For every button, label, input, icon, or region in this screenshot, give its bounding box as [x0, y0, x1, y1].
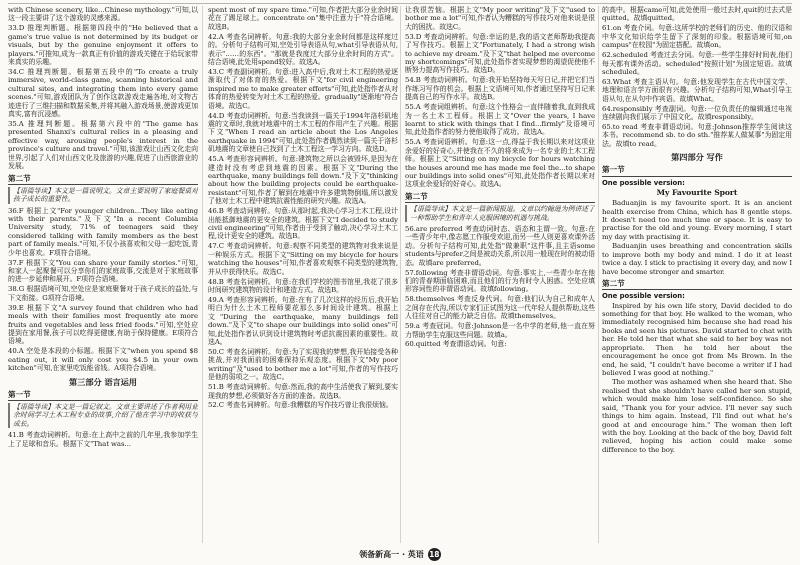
- section-label: 第二节: [602, 279, 792, 290]
- part-heading: 第三部分 语言运用: [69, 376, 137, 387]
- answer-paragraph: 52.C 考查名词辨析。句意:我糟糕的写作技巧曾让我很烦恼。: [208, 401, 393, 410]
- answer-paragraph: 42.A 考查名词辨析。句意:我的大部分业余时间都是这样度过的。分析句子结构可知,空处引导表语从句,what引导表语从句,表示"……的东西"。"那就是我度过大部分业余时间的方式"。结合语境,此处用spend较好。故选A。: [208, 32, 398, 67]
- answer-paragraph: 40.A 空处是本段的小标题。根据下文"when you spend $8 eating out, it will only cost you $4.5 in your own kitchen"可知,在家里吃饭能省钱。A项符合语境。: [8, 347, 198, 373]
- answer-paragraph: 65.to read 考查非谓语动词。句意:Johnson推荐学生阅读这本书。recommend sb. to do sth."推荐某人做某事"为固定用法。故填to read。: [602, 122, 792, 148]
- answer-paragraph: 53.D 考查动词辨析。句意:幸运的是,我的语文老师帮助我提高了写作技巧。根据上文"Fortunately, I had a strong wish to achieve my dream."及下文"that helped me overcome my shortcomings"可知,此处指作者实现梦想的渴望促使他不断努力提高写作技巧。故选D。: [405, 32, 595, 75]
- column-divider: [202, 6, 203, 543]
- column-1: [8, 6, 198, 543]
- answer-paragraph: 57.following 考查非谓语动词。句意:事实上,一些青少年在他们的青春期面临困难,而且他们的行为有时令人困惑。空处应填形容词性的非谓语动词。故填following。: [405, 268, 595, 294]
- footer-title: 领备新高一 · 英语: [359, 549, 424, 559]
- section-label: 第二节: [405, 192, 595, 203]
- answer-paragraph: 49.A 考查形容词辨析。句意:在有了几次这样的经历后,我开始明白为什么土木工程师要花那么多时间设计建筑。根据上文"During the earthquake, many buildings fell down."及下文"to shape our buildings into solid ones"可知,此处指作者认识到设计建筑物时考虑抗震因素的重要性。故选A。: [208, 295, 398, 347]
- answer-paragraph: 51.B 考查动词辨析。句意:然而,我的高中生活使我了解到,要实现我的梦想,必须做好各方面的准备。故选B。: [208, 383, 398, 400]
- top-rule: [8, 3, 792, 4]
- page-number: 18: [429, 549, 440, 559]
- answer-paragraph: 34.C 推理判断题。根据第五段中的"To create a truly immersive, world-class game, scanning historical and cultural sites, and integrating them into every game scenes."可知,游戏团队为了创作这款游戏走遍各地,对文物古迹进行了三维扫描和数据采集,并将其融入游戏场景,使游戏更加真实,富有沉浸感。: [8, 67, 198, 119]
- essay-paragraph: Baduanjin is my favourite sport. It is an ancient health exercise from China, which has 8 gentle steps. It doesn't need too much time or space. It is easy to practise for the old and young. Every morning, I start my day with practising it.: [602, 199, 792, 241]
- passage-guide: 【语篇导读】本文是一篇说明文。文章主要说明了家庭餐桌对孩子成长的重要性。: [8, 187, 198, 204]
- answer-paragraph: 43.C 考查副词辨析。句意:进入高中后,我对土木工程的热爱逐渐取代了对体育的热爱。根据下文"for civil engineering inspired me to make greater efforts"可知,此处指作者从对体育的热爱转变为对土木工程的热爱。gradually"逐渐地"符合语境。故选C。: [208, 67, 398, 110]
- column-3: [405, 6, 595, 543]
- column-divider: [400, 6, 401, 543]
- answer-paragraph: 50.C 考查名词辨析。句意:为了实现我的梦想,我开始接受各种挑战,并对我面前的困难保持乐观态度。根据下文"My poor writing"及"used to bother me a lot"可知,作者的写作技巧是他的弱项之一。故选C。: [208, 347, 398, 382]
- column-4: [602, 6, 792, 543]
- passage-guide: 【语篇导读】本文是一篇记叙文。文章主要讲述了作者利用业余时间学习土木工程专业的故事,介绍了他在学习中的收获与成长。: [8, 403, 198, 428]
- answer-paragraph: 44.D 考查动词辨析。句意:当我读到一篇关于1994年洛杉矶地震的文章时,我就对地震中的土木工程的作用产生了兴趣。根据下文"When I read an article about the Los Angeles earthquake in 1994"可知,此处指作者偶然读到一篇关于洛杉矶地震的文章使自己找到了土木工程这一学习方向。故选D。: [208, 111, 398, 154]
- answer-paragraph: 62.scheduled 考查过去分词。句意:一些学生排好时间表,他们每天都有课外活动。scheduled"按照计划"为固定短语。故填scheduled。: [602, 51, 792, 76]
- essay-paragraph: Inspired by his own life story, David decided to do something for that boy. He walked to the woman, who immediately recognised him because she had read his books and seen his pictures. David started to chat with her. He told her that what she said to her boy was not appropriate. Then he told her about the encouragement he once got from Ms Brown. In the end, he said, "I couldn't have become a writer if I had believed I was good at nothing.": [602, 301, 792, 378]
- answer-paragraph: 46.B 考查动词辨析。句意:从那时起,我决心学习土木工程,设计出能抵御地震的更安全的建筑。根据下文"I decided to study civil engineering"可知,作者由于受到了触动,决心学习土木工程,设计更安全的建筑。故选B。: [208, 207, 398, 241]
- answer-paragraph: 56.are preferred 考查动词时态、语态和主谓一致。句意:在一些青少年中,像志愿工作服受欢迎,而另一些人则更喜欢课外活动。分析句子结构可知,此处指"做兼职"这件事,且主语some students与prefer之间是被动关系,所以用一般现在时的被动语态。故填are preferred。: [405, 224, 595, 267]
- answer-paragraph: 55.A 考查词语辨析。句意:这一点,得益于我长期以来对这项业余爱好的好奇心,并使我在不久的将来成为一名专业的土木工程师。根据上文"Sitting on my bicycle for hours watching the houses around me has made me feel the...to shape our buildings into solid ones"可知,此处指作者长期以来对这项业余爱好的好奇心。故选A。: [405, 138, 595, 189]
- section-label: 第一节: [8, 390, 198, 401]
- essay-paragraph: The mother was ashamed when she heard that. She realised that she shouldn't have called her son stupid, which would make him lose self-confidence. So she said, "Thank you for your advice. I'll never say such things to him again. Instead, I'll find out what he's good at and encourage him." The woman then left with the boy. Looking at the back of the boy, David felt relieved, hoping his action could make some difference to the boy.: [602, 378, 792, 454]
- answer-paragraph: 60.quitted 考查谓语动词。句意:: [405, 340, 507, 349]
- answer-paragraph: 45.A 考查形容词辨析。句意:建筑物之所以会被毁坏,是因为在建造时没有考虑到地震的因素。根据下文"During the earthquake, many buildings fell down."及下文"thinking about how the building projects could be earthquake-resistant"可知,作者了解到在地震中许多建筑物倒塌,所以激发了他对土木工程中建筑抗震性能的研究兴趣。故选A。: [208, 155, 398, 206]
- column-2: [208, 6, 398, 543]
- page-footer: [0, 547, 800, 561]
- answer-paragraph: 55.A 考查词组辨析。句意:这个性格会一直伴随着我,直到我成为一名土木工程师。根据上文"Over the years, I have learnt to stick with things that I find...firmly"及语境可知,此处指作者的努力使他取得了成功。故选A。: [405, 103, 595, 137]
- answer-paragraph: 47.C 考查动词辨析。句意:观察不同类型的建筑物对我来说是一种娱乐方式。根据下文"Sitting on my bicycle for hours watching the houses"可知,作者喜欢观察不同类型的建筑物,并从中获得快乐。故选C。: [208, 242, 398, 276]
- essay-paragraph: Baduanjin uses breathing and concentration skills to improve both my body and mind. I do it at least twice a day. I stick to practising it every day, and now I have become stronger and smarter.: [602, 242, 792, 276]
- answer-paragraph: 35.A 推理判断题。根据第六段中的"The game has presented Shanxi's cultural relics in a pleasing and effective way, arousing people's interest in the province's culture and travel."可知,该游戏让山西文化走向世界,引起了人们对山西文化及旅游的兴趣,促进了山西旅游业的发展。: [8, 119, 198, 171]
- answer-paragraph: 41.B 考查动词辨析。句意:在上高中之前的几年里,我参加学生上了足球和音乐。根据下文"That was...: [8, 431, 198, 448]
- answer-paragraph: with Chinese scenery, like...Chinese mythology."可知,以这一段主要讲了这个游戏的灵感来源。: [8, 6, 198, 23]
- essay-label: One possible version:: [602, 292, 685, 301]
- answer-paragraph: 33.D 推理判断题。根据第四段中的"He believed that a game's true value is not determined by its budget or visuals, but by the genuine enjoyment it offers to players."可推知,成为一款真正有价值的游戏关键在于给玩家带来真实的乐趣。: [8, 24, 198, 67]
- answer-paragraph: 38.G 根据语境可知,空处应是家庭聚餐对于孩子成长的益处,与下文衔接。G项符合语境。: [8, 285, 198, 302]
- answer-paragraph: 36.F 根据上文"For younger children...They like eating with their parents."及下文"In a recent Columbia University study, 71% of teenagers said they considered talking with family members as the best part of family meals."可知,不仅小孩喜欢和父母一起吃饭,青少年也喜欢。F项符合语境。: [8, 206, 198, 257]
- essay-title: My Favourite Sport: [656, 187, 738, 197]
- answer-paragraph: spent most of my spare time."可知,作者把大部分业余时间花在了踢足球上。concentrate on"集中注意力于"符合语境。故选B。: [208, 6, 398, 31]
- answer-paragraph: 63.What 考查主语从句。句意:他发现学生在古代中国文学、地理和语言学方面很有兴趣。分析句子结构可知,What引导主语从句,在从句中作宾语。故填What。: [602, 77, 792, 103]
- answer-paragraph: 59.a 考查冠词。句意:Johnson是一名中学的老师,他一直在努力帮助学生克服这些问题。故填a。: [405, 322, 595, 339]
- section-label: 第一节: [602, 165, 792, 176]
- answer-paragraph: 让我很苦恼。根据上文"My poor writing"及下文"used to bother me a lot"可知,作者认为糟糕的写作技巧对他来说是很大的困扰。故选C。: [405, 6, 595, 31]
- answer-paragraph: 37.F 根据下文"You can share your family stories."可知,和家人一起聚餐可以分享你们的家庭故事,交流是对于家庭故事的进一步延伸和展开。F项符合语境。: [8, 258, 198, 284]
- answer-paragraph: 39.E 根据下文"A survey found that children who had meals with their families most frequently ate more fruits and vegetables and less fried foods."可知,空处应提到在家用餐,孩子可以吃得更健康,有助于保持健康。E项符合语境。: [8, 303, 198, 346]
- part-heading: 第四部分 写作: [671, 152, 723, 163]
- answer-paragraph: 54.B 考查动词辨析。句意:我开始坚持每天写日记,并把它们当作练习写作的机会。根据上文语境可知,作者通过坚持写日记来提高自己的写作水平。故选B。: [405, 76, 595, 102]
- essay-label: One possible version:: [602, 178, 685, 187]
- answer-paragraph: 64.responsibly 考查副词。句意:一位负责任的编辑通过电视连续剧向我们展示了中国文化。故填responsibly。: [602, 104, 792, 122]
- answer-paragraph: 61.on 考查介词。句意:这所学校的老师们的历史、他的汉语和中华文化知识给学生留下了深刻的印象。根据语境可知,on campus"在校园"为固定搭配。故填on。: [602, 24, 792, 50]
- passage-guide: 【语篇导读】本文是一篇新闻报道。文章以约翰逊为例讲述了一种帮助学生和青年人克服困境的机遇与挑战。: [405, 205, 595, 222]
- answer-paragraph: 48.B 考查名词辨析。句意:在我们学校的图书馆里,我花了很多时间研究建筑物的设计和建造方式。故选B。: [208, 277, 398, 294]
- column-divider: [598, 6, 599, 543]
- section-label: 第二节: [8, 174, 198, 185]
- answer-paragraph: 的高中。根据came可知,此处使用一般过去时,quit的过去式是quitted。故填quitted。: [602, 6, 792, 23]
- answer-paragraph: 58.themselves 考查反身代词。句意:他们认为自己和成年人之间存在代沟,所以专家们正试图为这一代年轻人提供帮助,这些人往往对自己的能力缺乏自信。故填themselves。: [405, 295, 595, 321]
